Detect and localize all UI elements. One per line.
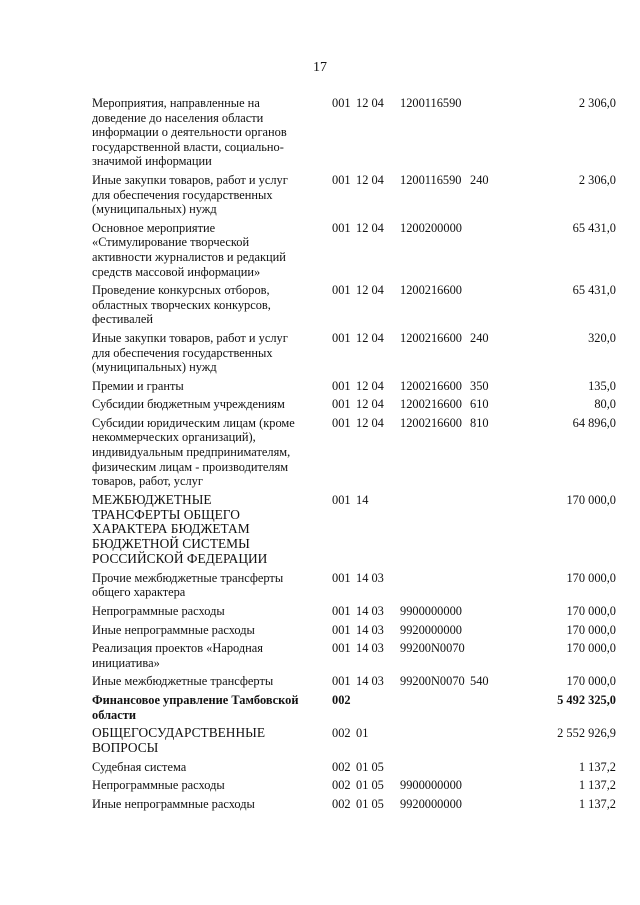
row-section: 12 04 bbox=[356, 172, 384, 187]
row-amount: 1 137,2 bbox=[578, 759, 616, 774]
row-section: 14 03 bbox=[356, 570, 384, 585]
row-expense-type bbox=[464, 96, 496, 173]
table-row bbox=[92, 797, 616, 816]
row-name: Иные межбюджетные трансферты bbox=[92, 674, 274, 689]
row-section: 14 03 bbox=[356, 622, 384, 637]
table-row bbox=[92, 726, 616, 760]
row-amount: 320,0 bbox=[588, 330, 616, 345]
row-name: Судебная система bbox=[92, 759, 187, 774]
row-target-article: 1200200000 bbox=[400, 220, 462, 235]
table-row bbox=[92, 493, 616, 571]
row-amount: 2 306,0 bbox=[578, 96, 616, 110]
row-target-article: 99200N0070 bbox=[400, 641, 465, 656]
row-expense-type: 540 bbox=[470, 674, 489, 689]
table-row bbox=[92, 221, 616, 283]
row-target-article: 1200216600 bbox=[400, 283, 462, 298]
row-name: Премии и гранты bbox=[92, 378, 184, 393]
row-grbs: 001 bbox=[332, 283, 351, 298]
table-row bbox=[92, 778, 616, 797]
row-target-article: 1200216600 bbox=[400, 330, 462, 345]
row-name: Непрограммные расходы bbox=[92, 778, 225, 793]
row-expense-type: 810 bbox=[470, 415, 489, 430]
row-name: Прочие межбюджетные трансферты общего характера bbox=[92, 570, 284, 600]
row-expense-type bbox=[464, 797, 496, 816]
row-amount: 170 000,0 bbox=[566, 641, 616, 656]
row-expense-type bbox=[464, 760, 496, 779]
table-row bbox=[92, 397, 616, 416]
row-expense-type: 240 bbox=[470, 330, 489, 345]
row-name: Субсидии бюджетным учреждениям bbox=[92, 397, 285, 412]
row-expense-type bbox=[464, 726, 496, 760]
table-row bbox=[92, 416, 616, 493]
row-grbs: 001 bbox=[332, 96, 351, 110]
row-name: Иные закупки товаров, работ и услуг для обеспечения государственных (муниципальных) нужд bbox=[92, 172, 288, 217]
row-amount: 2 306,0 bbox=[578, 172, 616, 187]
row-amount: 135,0 bbox=[588, 378, 616, 393]
row-expense-type bbox=[464, 693, 496, 726]
budget-table bbox=[92, 96, 616, 816]
row-section: 14 bbox=[356, 492, 369, 507]
row-grbs: 002 bbox=[332, 726, 351, 741]
row-expense-type: 240 bbox=[470, 172, 489, 187]
table-row bbox=[92, 641, 616, 674]
row-section: 12 04 bbox=[356, 330, 384, 345]
row-name: Субсидии юридическим лицам (кроме некоммерческих организаций), индивидуальным предпринимателям, физическим лицам - производителям товаров, работ, услуг bbox=[92, 415, 295, 489]
row-amount: 170 000,0 bbox=[566, 674, 616, 689]
table-row bbox=[92, 379, 616, 398]
row-section: 01 05 bbox=[356, 796, 384, 811]
row-expense-type bbox=[464, 604, 496, 623]
row-grbs: 001 bbox=[332, 330, 351, 345]
row-grbs: 001 bbox=[332, 641, 351, 656]
row-section: 14 03 bbox=[356, 674, 384, 689]
row-expense-type bbox=[464, 571, 496, 604]
row-grbs: 001 bbox=[332, 378, 351, 393]
row-target-article: 1200216600 bbox=[400, 415, 462, 430]
table-row bbox=[92, 674, 616, 693]
row-section: 12 04 bbox=[356, 378, 384, 393]
row-expense-type bbox=[464, 778, 496, 797]
row-section: 14 03 bbox=[356, 641, 384, 656]
table-row bbox=[92, 96, 616, 173]
row-section: 12 04 bbox=[356, 415, 384, 430]
row-amount: 170 000,0 bbox=[566, 622, 616, 637]
row-grbs: 001 bbox=[332, 220, 351, 235]
row-target-article bbox=[384, 726, 464, 760]
row-name: МЕЖБЮДЖЕТНЫЕ ТРАНСФЕРТЫ ОБЩЕГО ХАРАКТЕРА БЮДЖЕТАМ БЮДЖЕТНОЙ СИСТЕМЫ РОССИЙСКОЙ ФЕДЕРАЦИИ bbox=[92, 491, 268, 567]
row-expense-type bbox=[464, 641, 496, 674]
row-expense-type: 610 bbox=[470, 397, 489, 412]
row-grbs: 001 bbox=[332, 570, 351, 585]
table-row bbox=[92, 604, 616, 623]
row-expense-type bbox=[464, 623, 496, 642]
row-grbs: 001 bbox=[332, 172, 351, 187]
row-target-article: 1200216600 bbox=[400, 378, 462, 393]
row-section: 12 04 bbox=[356, 220, 384, 235]
row-target-article bbox=[384, 571, 464, 604]
row-name: Иные непрограммные расходы bbox=[92, 796, 255, 811]
table-row bbox=[92, 693, 616, 726]
row-expense-type bbox=[464, 493, 496, 571]
row-target-article: 9920000000 bbox=[400, 796, 462, 811]
row-target-article: 1200216600 bbox=[400, 397, 462, 412]
row-target-article bbox=[384, 493, 464, 571]
row-amount: 64 896,0 bbox=[572, 415, 616, 430]
page-number: 17 bbox=[313, 60, 327, 75]
row-amount: 65 431,0 bbox=[572, 283, 616, 298]
row-name: ОБЩЕГОСУДАРСТВЕННЫЕ ВОПРОСЫ bbox=[92, 725, 266, 755]
row-grbs: 002 bbox=[332, 692, 351, 707]
row-grbs: 001 bbox=[332, 397, 351, 412]
row-amount: 170 000,0 bbox=[566, 570, 616, 585]
table-row bbox=[92, 571, 616, 604]
row-amount: 170 000,0 bbox=[566, 604, 616, 619]
row-amount: 5 492 325,0 bbox=[557, 692, 616, 707]
row-target-article: 99200N0070 bbox=[400, 674, 465, 689]
row-grbs: 001 bbox=[332, 622, 351, 637]
row-section: 01 05 bbox=[356, 778, 384, 793]
row-name: Проведение конкурсных отборов, областных творческих конкурсов, фестивалей bbox=[92, 283, 271, 327]
row-section: 14 03 bbox=[356, 604, 384, 619]
row-name: Мероприятия, направленные на доведение до населения области информации о деятельности органов государственной власти, социально-значимой информации bbox=[92, 96, 287, 169]
row-grbs: 002 bbox=[332, 778, 351, 793]
row-target-article: 9900000000 bbox=[400, 778, 462, 793]
row-amount: 65 431,0 bbox=[572, 220, 616, 235]
table-row bbox=[92, 283, 616, 331]
row-name: Финансовое управление Тамбовской области bbox=[92, 692, 299, 722]
row-target-article bbox=[384, 760, 464, 779]
row-amount: 1 137,2 bbox=[578, 778, 616, 793]
row-expense-type bbox=[464, 221, 496, 283]
row-name: Иные непрограммные расходы bbox=[92, 622, 255, 637]
row-target-article bbox=[384, 693, 464, 726]
row-grbs: 001 bbox=[332, 674, 351, 689]
row-section: 01 bbox=[356, 726, 369, 741]
row-target-article: 9920000000 bbox=[400, 622, 462, 637]
row-name: Реализация проектов «Народная инициатива» bbox=[92, 641, 263, 670]
row-grbs: 001 bbox=[332, 604, 351, 619]
row-section: 12 04 bbox=[356, 96, 384, 110]
row-amount: 80,0 bbox=[594, 397, 616, 412]
table-row bbox=[92, 331, 616, 379]
row-name: Основное мероприятие «Стимулирование творческой активности журналистов и редакций средств массовой информации» bbox=[92, 220, 286, 279]
table-row bbox=[92, 623, 616, 642]
row-grbs: 001 bbox=[332, 492, 351, 507]
row-target-article: 1200116590 bbox=[400, 172, 462, 187]
row-target-article: 9900000000 bbox=[400, 604, 462, 619]
row-name: Иные закупки товаров, работ и услуг для обеспечения государственных (муниципальных) нужд bbox=[92, 330, 288, 375]
row-grbs: 002 bbox=[332, 759, 351, 774]
row-expense-type: 350 bbox=[470, 378, 489, 393]
row-name: Непрограммные расходы bbox=[92, 604, 225, 619]
row-amount: 2 552 926,9 bbox=[557, 726, 616, 741]
row-amount: 170 000,0 bbox=[566, 492, 616, 507]
table-row bbox=[92, 173, 616, 221]
table-row bbox=[92, 760, 616, 779]
row-expense-type bbox=[464, 283, 496, 331]
row-grbs: 002 bbox=[332, 796, 351, 811]
row-grbs: 001 bbox=[332, 415, 351, 430]
row-section: 12 04 bbox=[356, 397, 384, 412]
row-section: 01 05 bbox=[356, 759, 384, 774]
row-target-article: 1200116590 bbox=[400, 96, 462, 110]
row-section: 12 04 bbox=[356, 283, 384, 298]
row-amount: 1 137,2 bbox=[578, 796, 616, 811]
